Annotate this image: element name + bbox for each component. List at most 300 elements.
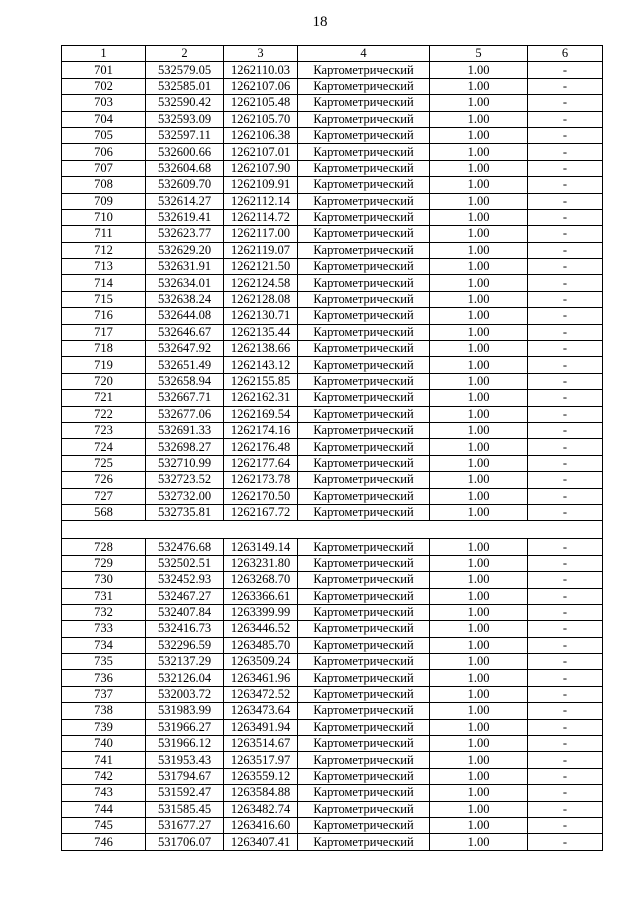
table-row: [62, 226, 603, 242]
table-cell: 532658.94: [146, 373, 224, 389]
table-cell: Картометрический: [298, 768, 430, 784]
table-row: [62, 817, 603, 833]
table-cell: 1.00: [430, 193, 528, 209]
table-cell: 532593.09: [146, 111, 224, 127]
table-cell: -: [528, 127, 603, 143]
table-cell: 1262107.06: [224, 78, 298, 94]
table-cell: -: [528, 308, 603, 324]
table-cell: Картометрический: [298, 390, 430, 406]
table-cell: 532604.68: [146, 160, 224, 176]
table-cell: 1263517.97: [224, 752, 298, 768]
table-cell: 1262130.71: [224, 308, 298, 324]
table-cell: 1262107.01: [224, 144, 298, 160]
table-cell: 1262138.66: [224, 341, 298, 357]
table-cell: -: [528, 834, 603, 850]
table-cell: 1.00: [430, 686, 528, 702]
table-cell: -: [528, 801, 603, 817]
table-cell: -: [528, 422, 603, 438]
table-cell: 703: [62, 95, 146, 111]
table-cell: 532698.27: [146, 439, 224, 455]
header-cell: 5: [430, 46, 528, 62]
table-cell: 1263491.94: [224, 719, 298, 735]
table-cell: Картометрический: [298, 752, 430, 768]
table-row: [62, 242, 603, 258]
table-cell: 532619.41: [146, 209, 224, 225]
table-cell: -: [528, 455, 603, 471]
table-cell: -: [528, 177, 603, 193]
table-cell: 1262162.31: [224, 390, 298, 406]
table-cell: 1263559.12: [224, 768, 298, 784]
table-cell: 1.00: [430, 555, 528, 571]
table-cell: 532638.24: [146, 291, 224, 307]
table-cell: Картометрический: [298, 834, 430, 850]
header-cell: 1: [62, 46, 146, 62]
table-cell: 728: [62, 539, 146, 555]
table-cell: 1.00: [430, 78, 528, 94]
table-cell: 531592.47: [146, 785, 224, 801]
table-cell: 721: [62, 390, 146, 406]
table-cell: 1262143.12: [224, 357, 298, 373]
table-cell: 1263461.96: [224, 670, 298, 686]
table-cell: Картометрический: [298, 670, 430, 686]
table-cell: 727: [62, 488, 146, 504]
table-cell: 713: [62, 259, 146, 275]
table-cell: 1263514.67: [224, 736, 298, 752]
table-cell: 532452.93: [146, 572, 224, 588]
table-cell: 707: [62, 160, 146, 176]
table-cell: 532677.06: [146, 406, 224, 422]
table-cell: Картометрический: [298, 242, 430, 258]
table-row: [62, 455, 603, 471]
table-cell: 531966.27: [146, 719, 224, 735]
table-cell: 1.00: [430, 539, 528, 555]
table-cell: Картометрический: [298, 703, 430, 719]
table-cell: 743: [62, 785, 146, 801]
table-row: [62, 177, 603, 193]
table-cell: 1262119.07: [224, 242, 298, 258]
table-cell: 532710.99: [146, 455, 224, 471]
table-cell: Картометрический: [298, 127, 430, 143]
table-cell: 702: [62, 78, 146, 94]
table-cell: -: [528, 604, 603, 620]
table-cell: 1.00: [430, 242, 528, 258]
table-row: [62, 703, 603, 719]
table-cell: Картометрический: [298, 555, 430, 571]
table-cell: 1.00: [430, 422, 528, 438]
table-cell: 1262105.48: [224, 95, 298, 111]
table-cell: Картометрический: [298, 308, 430, 324]
table-cell: 532667.71: [146, 390, 224, 406]
table-row: [62, 357, 603, 373]
table-row: [62, 144, 603, 160]
table-cell: Картометрический: [298, 801, 430, 817]
table-cell: 531677.27: [146, 817, 224, 833]
table-cell: 1.00: [430, 801, 528, 817]
table-cell: 1.00: [430, 275, 528, 291]
table-row: [62, 539, 603, 555]
table-row: [62, 275, 603, 291]
table-cell: Картометрический: [298, 422, 430, 438]
table-cell: 1.00: [430, 373, 528, 389]
table-cell: 532647.92: [146, 341, 224, 357]
table-cell: Картометрический: [298, 654, 430, 670]
table-cell: 1.00: [430, 752, 528, 768]
table-cell: 1263482.74: [224, 801, 298, 817]
table-cell: Картометрический: [298, 209, 430, 225]
table-cell: 1.00: [430, 455, 528, 471]
table-cell: 1.00: [430, 768, 528, 784]
table-cell: 1.00: [430, 588, 528, 604]
table-row: [62, 95, 603, 111]
table-cell: 737: [62, 686, 146, 702]
table-cell: -: [528, 357, 603, 373]
table-cell: 717: [62, 324, 146, 340]
table-cell: 1263149.14: [224, 539, 298, 555]
table-cell: 714: [62, 275, 146, 291]
table-cell: 532126.04: [146, 670, 224, 686]
table-cell: 532476.68: [146, 539, 224, 555]
table-row: [62, 488, 603, 504]
table-cell: 1.00: [430, 308, 528, 324]
table-row: [62, 439, 603, 455]
table-cell: 1.00: [430, 390, 528, 406]
table-cell: -: [528, 637, 603, 653]
table-cell: 719: [62, 357, 146, 373]
table-cell: -: [528, 62, 603, 78]
table-cell: -: [528, 160, 603, 176]
table-cell: 744: [62, 801, 146, 817]
table-cell: Картометрический: [298, 637, 430, 653]
table-cell: 1263584.88: [224, 785, 298, 801]
table-row: [62, 160, 603, 176]
table-cell: 1.00: [430, 95, 528, 111]
table-cell: Картометрический: [298, 357, 430, 373]
table-cell: -: [528, 504, 603, 520]
table-row: [62, 588, 603, 604]
table-cell: 1262173.78: [224, 472, 298, 488]
table-cell: 532407.84: [146, 604, 224, 620]
table-cell: 733: [62, 621, 146, 637]
table-cell: -: [528, 621, 603, 637]
table-cell: 1.00: [430, 324, 528, 340]
table-row: [62, 572, 603, 588]
table-cell: 1262121.50: [224, 259, 298, 275]
table-row: [62, 308, 603, 324]
table-cell: Картометрический: [298, 472, 430, 488]
table-cell: 1262112.14: [224, 193, 298, 209]
table-cell: -: [528, 488, 603, 504]
table-cell: 532732.00: [146, 488, 224, 504]
table-cell: 718: [62, 341, 146, 357]
table-cell: 1262176.48: [224, 439, 298, 455]
table-cell: Картометрический: [298, 686, 430, 702]
table-cell: -: [528, 439, 603, 455]
table-cell: 1.00: [430, 341, 528, 357]
table-cell: 1.00: [430, 291, 528, 307]
table-cell: -: [528, 242, 603, 258]
table-cell: 1.00: [430, 177, 528, 193]
table-cell: Картометрический: [298, 160, 430, 176]
table-cell: 532629.20: [146, 242, 224, 258]
table-cell: -: [528, 472, 603, 488]
table-cell: -: [528, 373, 603, 389]
table-cell: 532600.66: [146, 144, 224, 160]
table-row: [62, 834, 603, 850]
table-cell: 746: [62, 834, 146, 850]
table-cell: 723: [62, 422, 146, 438]
table-cell: -: [528, 817, 603, 833]
table-cell: -: [528, 703, 603, 719]
table-cell: 532296.59: [146, 637, 224, 653]
table-cell: -: [528, 768, 603, 784]
table-cell: 532651.49: [146, 357, 224, 373]
table-cell: 1263366.61: [224, 588, 298, 604]
table-cell: 1.00: [430, 604, 528, 620]
table-cell: 1.00: [430, 637, 528, 653]
table-cell: -: [528, 144, 603, 160]
table-cell: 1.00: [430, 226, 528, 242]
table-cell: 532416.73: [146, 621, 224, 637]
table-cell: 731: [62, 588, 146, 604]
table-cell: -: [528, 654, 603, 670]
table-cell: 725: [62, 455, 146, 471]
table-cell: 1263399.99: [224, 604, 298, 620]
table-cell: -: [528, 78, 603, 94]
table-cell: 1262167.72: [224, 504, 298, 520]
table-cell: -: [528, 193, 603, 209]
table-cell: 1.00: [430, 654, 528, 670]
table-cell: 1262177.64: [224, 455, 298, 471]
table-row: [62, 670, 603, 686]
table-cell: Картометрический: [298, 588, 430, 604]
table-cell: 568: [62, 504, 146, 520]
table-cell: 532691.33: [146, 422, 224, 438]
table-cell: Картометрический: [298, 144, 430, 160]
table-cell: 1.00: [430, 834, 528, 850]
table-cell: 1262135.44: [224, 324, 298, 340]
table-cell: -: [528, 111, 603, 127]
table-cell: 531794.67: [146, 768, 224, 784]
table-cell: -: [528, 406, 603, 422]
table-cell: -: [528, 686, 603, 702]
table-cell: 532597.11: [146, 127, 224, 143]
table-cell: 708: [62, 177, 146, 193]
table-row: [62, 604, 603, 620]
table-row: [62, 209, 603, 225]
table-cell: 1.00: [430, 719, 528, 735]
table-cell: 726: [62, 472, 146, 488]
table-cell: 732: [62, 604, 146, 620]
table-row: [62, 111, 603, 127]
table-row: [62, 654, 603, 670]
table-cell: 1.00: [430, 572, 528, 588]
table-cell: 709: [62, 193, 146, 209]
table-cell: 1262109.91: [224, 177, 298, 193]
table-cell: 1.00: [430, 111, 528, 127]
table-cell: 1262174.16: [224, 422, 298, 438]
header-cell: 2: [146, 46, 224, 62]
table-cell: 1.00: [430, 703, 528, 719]
table-cell: -: [528, 539, 603, 555]
table-cell: -: [528, 209, 603, 225]
table-cell: Картометрический: [298, 62, 430, 78]
table-cell: Картометрический: [298, 226, 430, 242]
table-cell: 1.00: [430, 736, 528, 752]
table-cell: 532579.05: [146, 62, 224, 78]
table-row: [62, 373, 603, 389]
table-cell: 532137.29: [146, 654, 224, 670]
table-cell: Картометрический: [298, 572, 430, 588]
table-cell: 532003.72: [146, 686, 224, 702]
table-cell: 739: [62, 719, 146, 735]
table-cell: 1263485.70: [224, 637, 298, 653]
table-cell: Картометрический: [298, 373, 430, 389]
table-cell: 1.00: [430, 670, 528, 686]
table-cell: -: [528, 719, 603, 735]
table-cell: 741: [62, 752, 146, 768]
table-cell: 1263472.52: [224, 686, 298, 702]
table-header-row: [62, 46, 603, 62]
table-cell: 1.00: [430, 127, 528, 143]
table-cell: Картометрический: [298, 177, 430, 193]
table-cell: Картометрический: [298, 604, 430, 620]
table-cell: -: [528, 785, 603, 801]
table-cell: 532634.01: [146, 275, 224, 291]
table-cell: 1.00: [430, 621, 528, 637]
table-cell: 1262124.58: [224, 275, 298, 291]
table-cell: 1262107.90: [224, 160, 298, 176]
table-cell: 531585.45: [146, 801, 224, 817]
table-cell: 532646.67: [146, 324, 224, 340]
table-cell: Картометрический: [298, 439, 430, 455]
table-cell: 715: [62, 291, 146, 307]
table-cell: 720: [62, 373, 146, 389]
table-row: [62, 422, 603, 438]
table-cell: 1.00: [430, 160, 528, 176]
table-cell: 706: [62, 144, 146, 160]
header-cell: 6: [528, 46, 603, 62]
table-cell: -: [528, 291, 603, 307]
table-cell: 705: [62, 127, 146, 143]
table-cell: 532502.51: [146, 555, 224, 571]
table-cell: 1262110.03: [224, 62, 298, 78]
table-row: [62, 785, 603, 801]
table-cell: -: [528, 555, 603, 571]
table-cell: 531966.12: [146, 736, 224, 752]
header-cell: 3: [224, 46, 298, 62]
table-cell: -: [528, 670, 603, 686]
table-cell: -: [528, 324, 603, 340]
section-separator-row: [62, 521, 603, 539]
table-cell: Картометрический: [298, 785, 430, 801]
table-cell: 532590.42: [146, 95, 224, 111]
table-cell: Картометрический: [298, 719, 430, 735]
table-cell: 1.00: [430, 357, 528, 373]
table-cell: -: [528, 588, 603, 604]
table-cell: 740: [62, 736, 146, 752]
table-cell: 1263509.24: [224, 654, 298, 670]
table-cell: 532585.01: [146, 78, 224, 94]
table-cell: Картометрический: [298, 539, 430, 555]
table-cell: 531706.07: [146, 834, 224, 850]
table-cell: 532623.77: [146, 226, 224, 242]
table-row: [62, 801, 603, 817]
table-cell: 1263446.52: [224, 621, 298, 637]
table-cell: 711: [62, 226, 146, 242]
table-cell: 738: [62, 703, 146, 719]
table-cell: -: [528, 226, 603, 242]
table-cell: 1262106.38: [224, 127, 298, 143]
table-cell: 532467.27: [146, 588, 224, 604]
table-cell: 730: [62, 572, 146, 588]
table-row: [62, 555, 603, 571]
table-cell: 1262117.00: [224, 226, 298, 242]
table-cell: 1.00: [430, 488, 528, 504]
table-row: [62, 291, 603, 307]
table-cell: -: [528, 752, 603, 768]
table-cell: 1.00: [430, 472, 528, 488]
header-cell: 4: [298, 46, 430, 62]
table-row: [62, 621, 603, 637]
table-row: [62, 686, 603, 702]
coordinates-table-body: [62, 46, 603, 851]
separator-cell: [62, 521, 603, 539]
table-cell: -: [528, 95, 603, 111]
table-row: [62, 390, 603, 406]
table-row: [62, 637, 603, 653]
table-cell: Картометрический: [298, 621, 430, 637]
table-cell: 734: [62, 637, 146, 653]
table-cell: 1262128.08: [224, 291, 298, 307]
table-cell: Картометрический: [298, 324, 430, 340]
table-row: [62, 719, 603, 735]
page-number: 18: [312, 14, 328, 30]
table-row: [62, 127, 603, 143]
table-cell: 532631.91: [146, 259, 224, 275]
table-cell: 1.00: [430, 504, 528, 520]
table-cell: 532614.27: [146, 193, 224, 209]
table-row: [62, 62, 603, 78]
table-cell: 532723.52: [146, 472, 224, 488]
table-cell: 1262155.85: [224, 373, 298, 389]
table-cell: 1262114.72: [224, 209, 298, 225]
table-row: [62, 78, 603, 94]
table-cell: 532735.81: [146, 504, 224, 520]
table-cell: Картометрический: [298, 736, 430, 752]
table-cell: Картометрический: [298, 488, 430, 504]
table-cell: 1.00: [430, 439, 528, 455]
table-cell: Картометрический: [298, 259, 430, 275]
table-cell: Картометрический: [298, 817, 430, 833]
table-row: [62, 259, 603, 275]
table-cell: Картометрический: [298, 95, 430, 111]
table-cell: Картометрический: [298, 193, 430, 209]
table-cell: 1.00: [430, 259, 528, 275]
table-row: [62, 504, 603, 520]
table-cell: Картометрический: [298, 504, 430, 520]
table-cell: Картометрический: [298, 291, 430, 307]
table-cell: 1.00: [430, 406, 528, 422]
table-row: [62, 324, 603, 340]
table-cell: 532644.08: [146, 308, 224, 324]
table-cell: -: [528, 259, 603, 275]
table-cell: Картометрический: [298, 341, 430, 357]
table-cell: 716: [62, 308, 146, 324]
table-cell: Картометрический: [298, 111, 430, 127]
table-cell: Картометрический: [298, 455, 430, 471]
table-row: [62, 752, 603, 768]
table-cell: 1262105.70: [224, 111, 298, 127]
